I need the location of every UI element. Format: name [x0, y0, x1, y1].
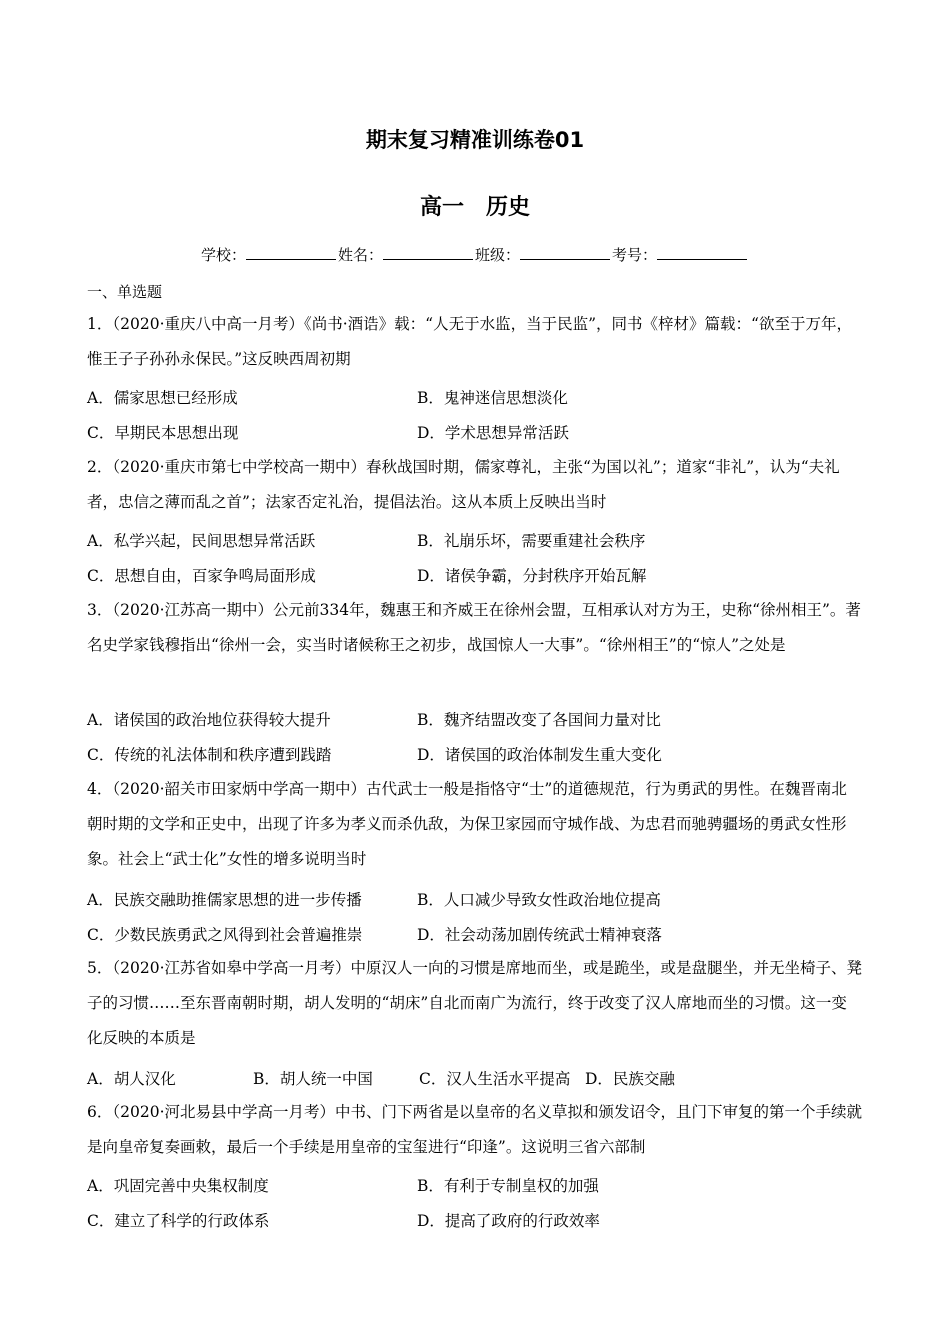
exam-number-label: 考号：	[612, 246, 658, 264]
question-4	[87, 772, 862, 877]
question-2	[87, 450, 862, 520]
question-text: （2020·韶关市田家炳中学高一期中）古代武士一般是指恪守“士”的道德规范，行为勇武的男性。在魏晋南北朝时期的文学和正史中，出现了许多为孝义而杀仇敌，为保卫家园而守城作战、为忠君而驰骋疆场的勇武女性形象。社会上“武士化”女性的增多说明当时	[87, 780, 847, 868]
question-number: 2．	[87, 458, 113, 476]
option-b[interactable]: B．胡人统一中国	[253, 1070, 373, 1088]
name-label: 姓名：	[337, 246, 383, 264]
option-d[interactable]: D．诸侯国的政治体制发生重大变化	[417, 746, 662, 764]
option-a[interactable]: A．诸侯国的政治地位获得较大提升	[87, 711, 331, 729]
section-title: 一、单选题	[87, 283, 163, 301]
question-text: （2020·重庆市第七中学校高一期中）春秋战国时期，儒家尊礼，主张“为国以礼”；道家“非礼”，认为“夫礼者，忠信之薄而乱之首”；法家否定礼治，提倡法治。这从本质上反映出当时	[87, 458, 840, 511]
option-c[interactable]: C．传统的礼法体制和秩序遭到践踏	[87, 746, 332, 764]
option-a[interactable]: A．儒家思想已经形成	[87, 389, 238, 407]
class-label: 班级：	[475, 246, 521, 264]
option-b[interactable]: B．人口减少导致女性政治地位提高	[417, 891, 661, 909]
page-title: 期末复习精准训练卷01	[365, 128, 585, 152]
option-c[interactable]: C．少数民族勇武之风得到社会普遍推崇	[87, 926, 363, 944]
option-d[interactable]: D．提高了政府的行政效率	[417, 1212, 600, 1230]
option-d[interactable]: D．学术思想异常活跃	[417, 424, 569, 442]
option-c[interactable]: C．建立了科学的行政体系	[87, 1212, 270, 1230]
page-subtitle: 高一 历史	[419, 195, 530, 220]
exam-number-blank[interactable]	[657, 245, 747, 260]
question-text: （2020·重庆八中高一月考）《尚书·酒诰》载：“人无于水监，当于民监”，同书《梓材》篇载：“欲至于万年，惟王子子孙孙永保民。”这反映西周初期	[87, 315, 852, 368]
question-text: （2020·江苏省如皋中学高一月考）中原汉人一向的习惯是席地而坐，或是跪坐，或是盘腿坐，并无坐椅子、凳子的习惯……至东晋南朝时期，胡人发明的“胡床”自北而南广为流行，终于改变了汉人席地而坐的习惯。这一变化反映的本质是	[87, 959, 863, 1047]
question-3	[87, 593, 862, 663]
question-number: 5．	[87, 959, 113, 977]
option-d[interactable]: D．社会动荡加剧传统武士精神衰落	[417, 926, 662, 944]
option-a[interactable]: A．民族交融助推儒家思想的进一步传播	[87, 891, 362, 909]
option-c[interactable]: C．早期民本思想出现	[87, 424, 239, 442]
option-d[interactable]: D．诸侯争霸，分封秩序开始瓦解	[417, 567, 647, 585]
option-a[interactable]: A．巩固完善中央集权制度	[87, 1177, 269, 1195]
option-c[interactable]: C．汉人生活水平提高	[419, 1070, 571, 1088]
question-number: 4．	[87, 780, 113, 798]
student-info-line	[0, 244, 950, 265]
option-b[interactable]: B．礼崩乐坏，需要重建社会秩序	[417, 532, 646, 550]
school-label: 学校：	[200, 246, 246, 264]
class-blank[interactable]	[520, 245, 610, 260]
name-blank[interactable]	[383, 245, 473, 260]
option-d[interactable]: D．民族交融	[585, 1070, 675, 1088]
question-text: （2020·江苏高一期中）公元前334年，魏惠王和齐威王在徐州会盟，互相承认对方为王，史称“徐州相王”。著名史学家钱穆指出“徐州一会，实当时诸候称王之初步，战国惊人一大事”。“徐州相王”的“惊人”之处是	[87, 601, 861, 654]
question-number: 3．	[87, 601, 113, 619]
option-b[interactable]: B．鬼神迷信思想淡化	[417, 389, 568, 407]
question-5	[87, 951, 862, 1056]
question-6	[87, 1095, 862, 1165]
question-1	[87, 307, 862, 377]
option-c[interactable]: C．思想自由，百家争鸣局面形成	[87, 567, 316, 585]
option-b[interactable]: B．魏齐结盟改变了各国间力量对比	[417, 711, 661, 729]
question-number: 1．	[87, 315, 113, 333]
option-b[interactable]: B．有利于专制皇权的加强	[417, 1177, 599, 1195]
question-number: 6．	[87, 1103, 113, 1121]
option-a[interactable]: A．私学兴起，民间思想异常活跃	[87, 532, 316, 550]
school-blank[interactable]	[246, 245, 336, 260]
option-a[interactable]: A．胡人汉化	[87, 1070, 176, 1088]
question-text: （2020·河北易县中学高一月考）中书、门下两省是以皇帝的名义草拟和颁发诏令，且门下审复的第一个手续就是向皇帝复奏画敕，最后一个手续是用皇帝的宝玺进行“印逢”。这说明三省六部制	[87, 1103, 863, 1156]
